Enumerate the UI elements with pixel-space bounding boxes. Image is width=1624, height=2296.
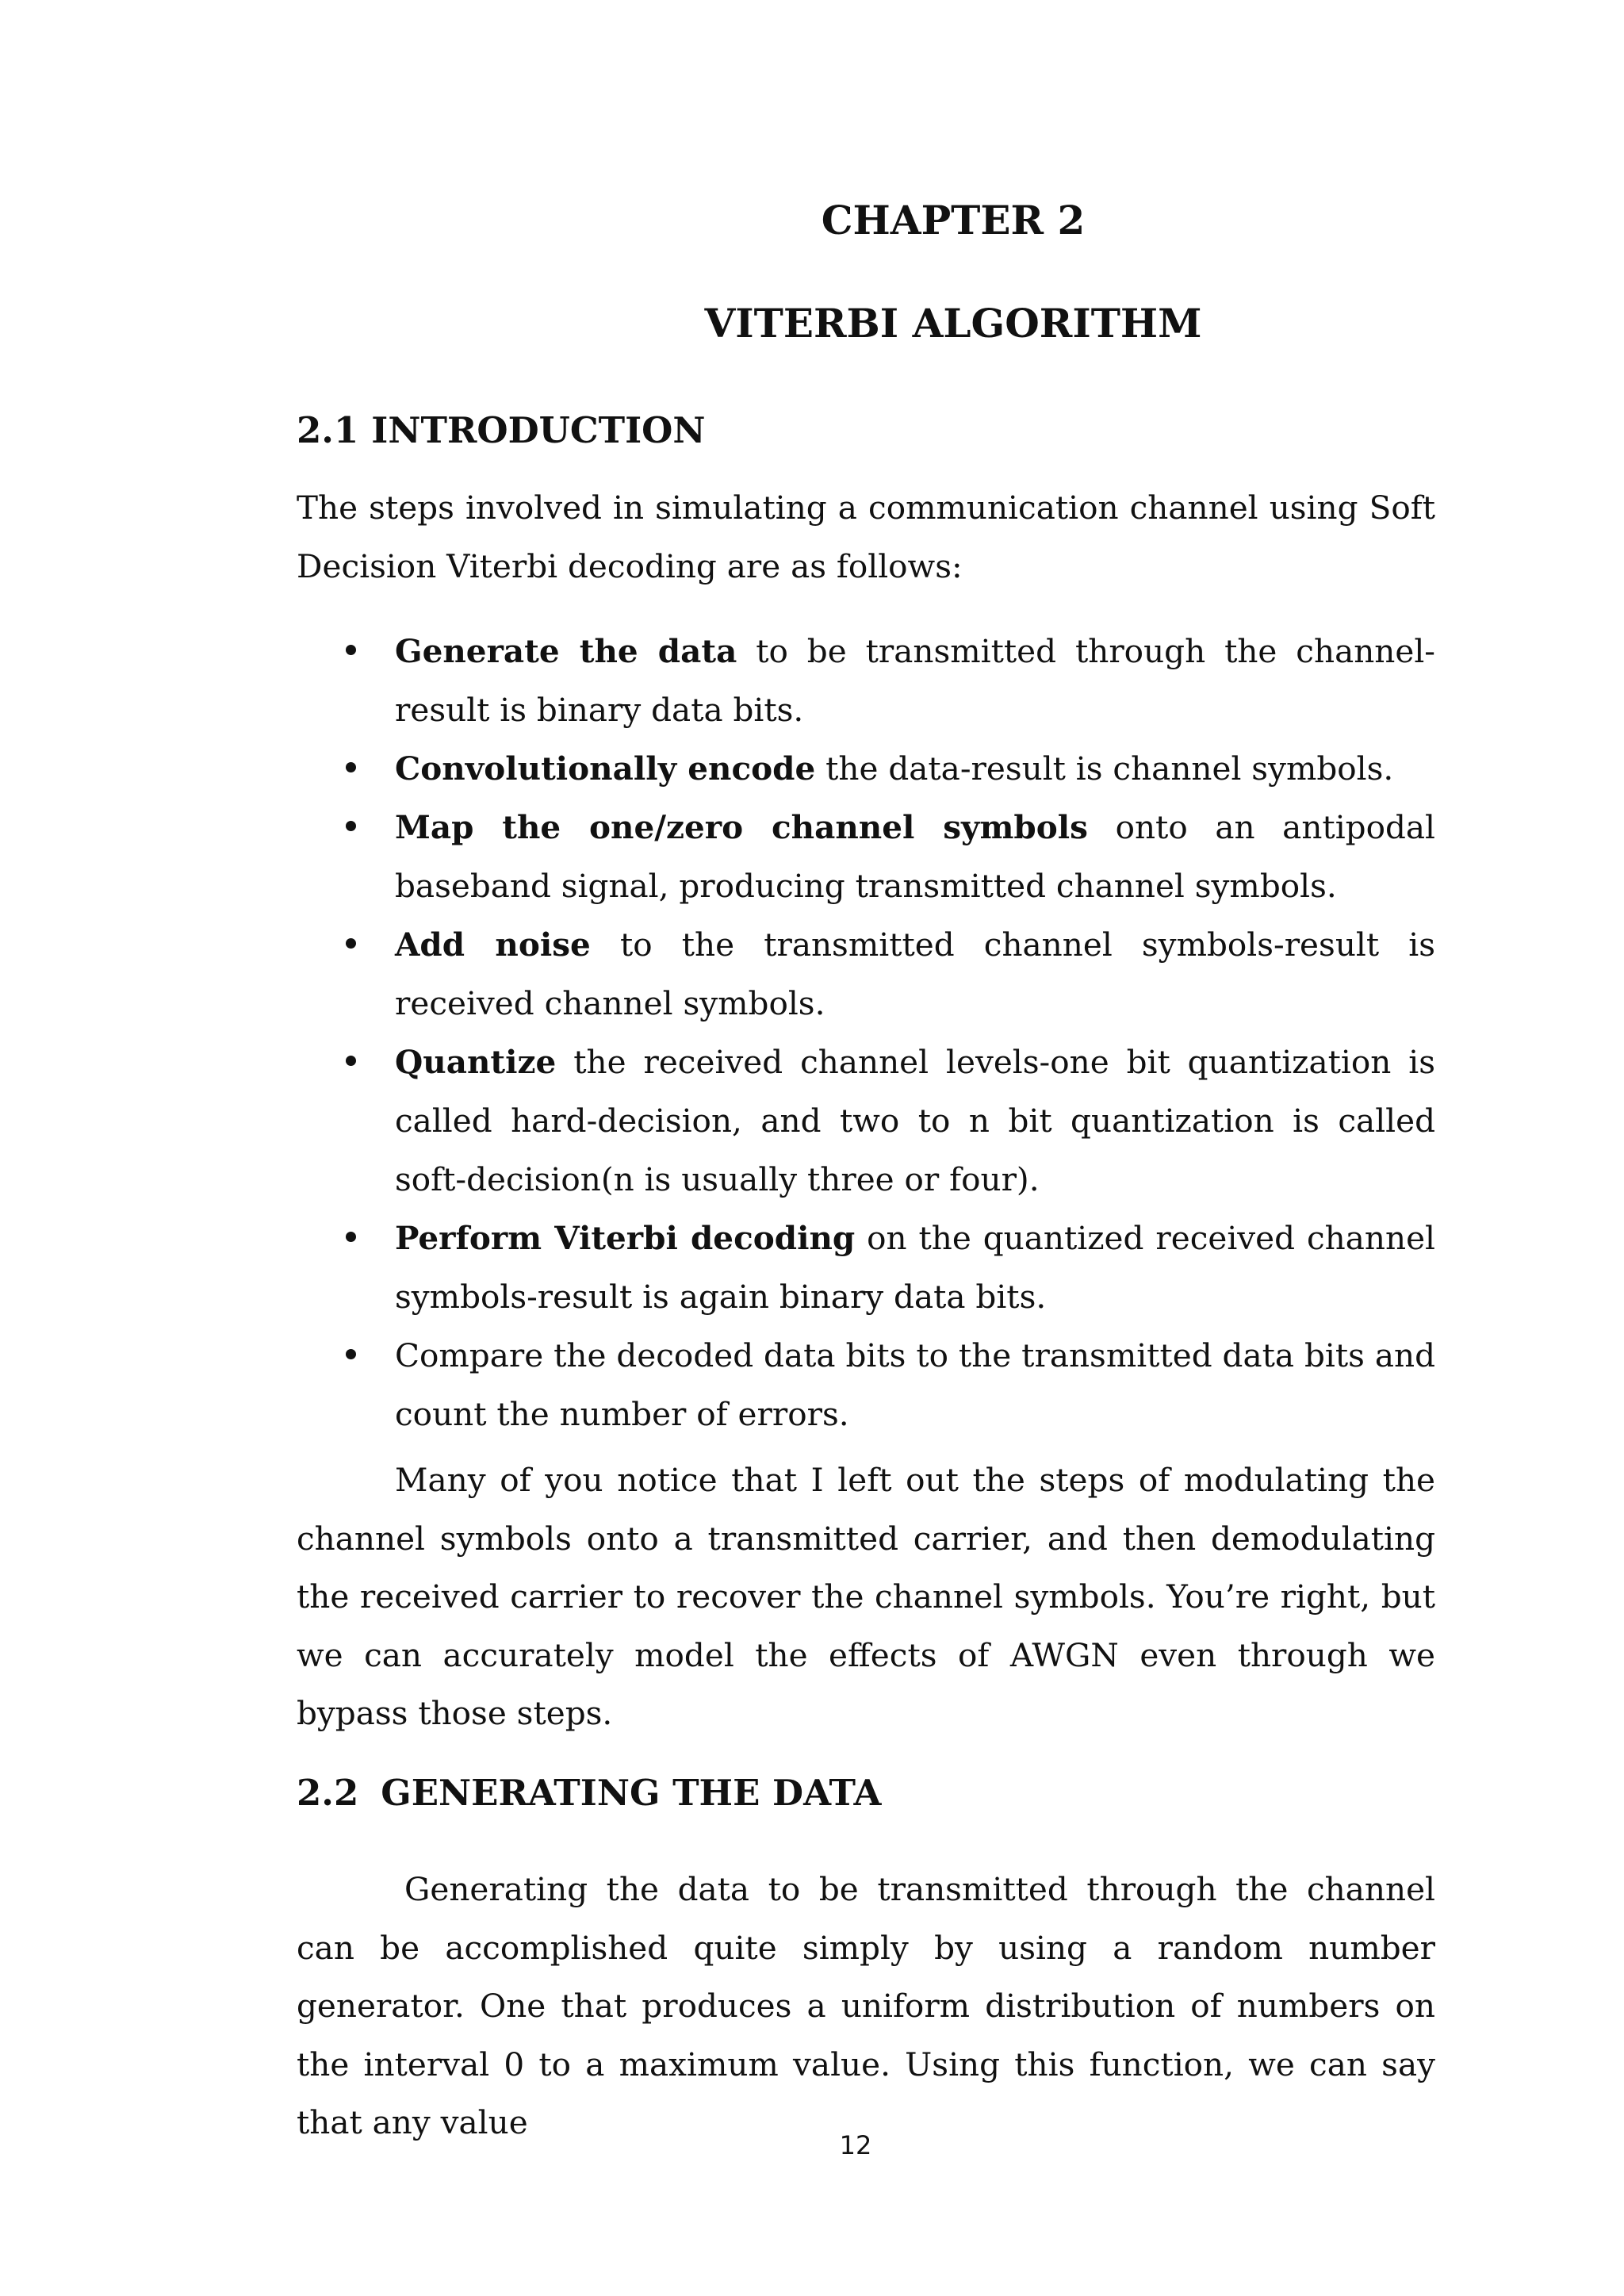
list-item <box>297 622 1435 739</box>
list-item-text: the received channel levels-one bit quantization is called hard-decision, and two to n bit quantization is called soft-decision(n is usually three or four). <box>395 1043 1435 1198</box>
bullet-icon <box>346 1056 356 1066</box>
list-item-text: onto an antipodal baseband signal, producing transmitted channel symbols. <box>395 808 1435 905</box>
list-item <box>297 1326 1435 1443</box>
section-title: INTRODUCTION <box>371 409 706 451</box>
list-item-bold: Generate the data <box>395 632 737 670</box>
list-item-text: Compare the decoded data bits to the transmitted data bits and count the number of errors. <box>395 1336 1435 1433</box>
closing-paragraph: Many of you notice that I left out the steps of modulating the channel symbols onto a transmitted carrier, and then demodulating the received carrier to recover the channel symbols. You’re right, but we can accurately model the effects of AWGN even through we bypass those steps. <box>297 1461 1435 1732</box>
section-number: 2.2 <box>297 1772 359 1814</box>
list-item-text: the data-result is channel symbols. <box>815 749 1394 788</box>
section-heading-introduction <box>297 409 706 451</box>
steps-list <box>297 622 1435 1443</box>
intro-paragraph: The steps involved in simulating a communication channel using Soft Decision Viterbi decoding are as follows: <box>297 489 1435 585</box>
list-item <box>297 915 1435 1033</box>
bullet-icon <box>346 1232 356 1242</box>
list-item-bold: Add noise <box>395 926 591 964</box>
section-number: 2.1 <box>297 409 359 451</box>
section-title: GENERATING THE DATA <box>381 1772 882 1814</box>
bullet-icon <box>346 821 356 831</box>
list-item-text: to the transmitted channel symbols-result is received channel symbols. <box>395 926 1435 1022</box>
chapter-label: CHAPTER 2 <box>821 197 1086 243</box>
list-item-bold: Convolutionally encode <box>395 749 816 788</box>
section-heading-generating-data <box>297 1772 881 1814</box>
list-item <box>297 798 1435 915</box>
list-item <box>297 1033 1435 1209</box>
list-item-bold: Map the one/zero channel symbols <box>395 808 1088 846</box>
list-item-bold: Quantize <box>395 1043 557 1081</box>
list-item-text: to be transmitted through the channel-result is binary data bits. <box>395 632 1435 729</box>
page-number: 12 <box>839 2130 872 2160</box>
chapter-title: VITERBI ALGORITHM <box>704 300 1202 347</box>
list-item <box>297 1209 1435 1326</box>
list-item <box>297 739 1435 798</box>
bullet-icon <box>346 762 356 772</box>
list-item-text: on the quantized received channel symbols-result is again binary data bits. <box>395 1219 1435 1316</box>
bullet-icon <box>346 938 356 949</box>
bullet-icon <box>346 645 356 655</box>
list-item-bold: Perform Viterbi decoding <box>395 1219 856 1257</box>
bullet-icon <box>346 1349 356 1359</box>
generating-data-paragraph: Generating the data to be transmitted through the channel can be accomplished quite simply by using a random number generator. One that produces a uniform distribution of numbers on the interval 0 to a maximum value. Using this function, we can say that any value <box>297 1870 1435 2141</box>
